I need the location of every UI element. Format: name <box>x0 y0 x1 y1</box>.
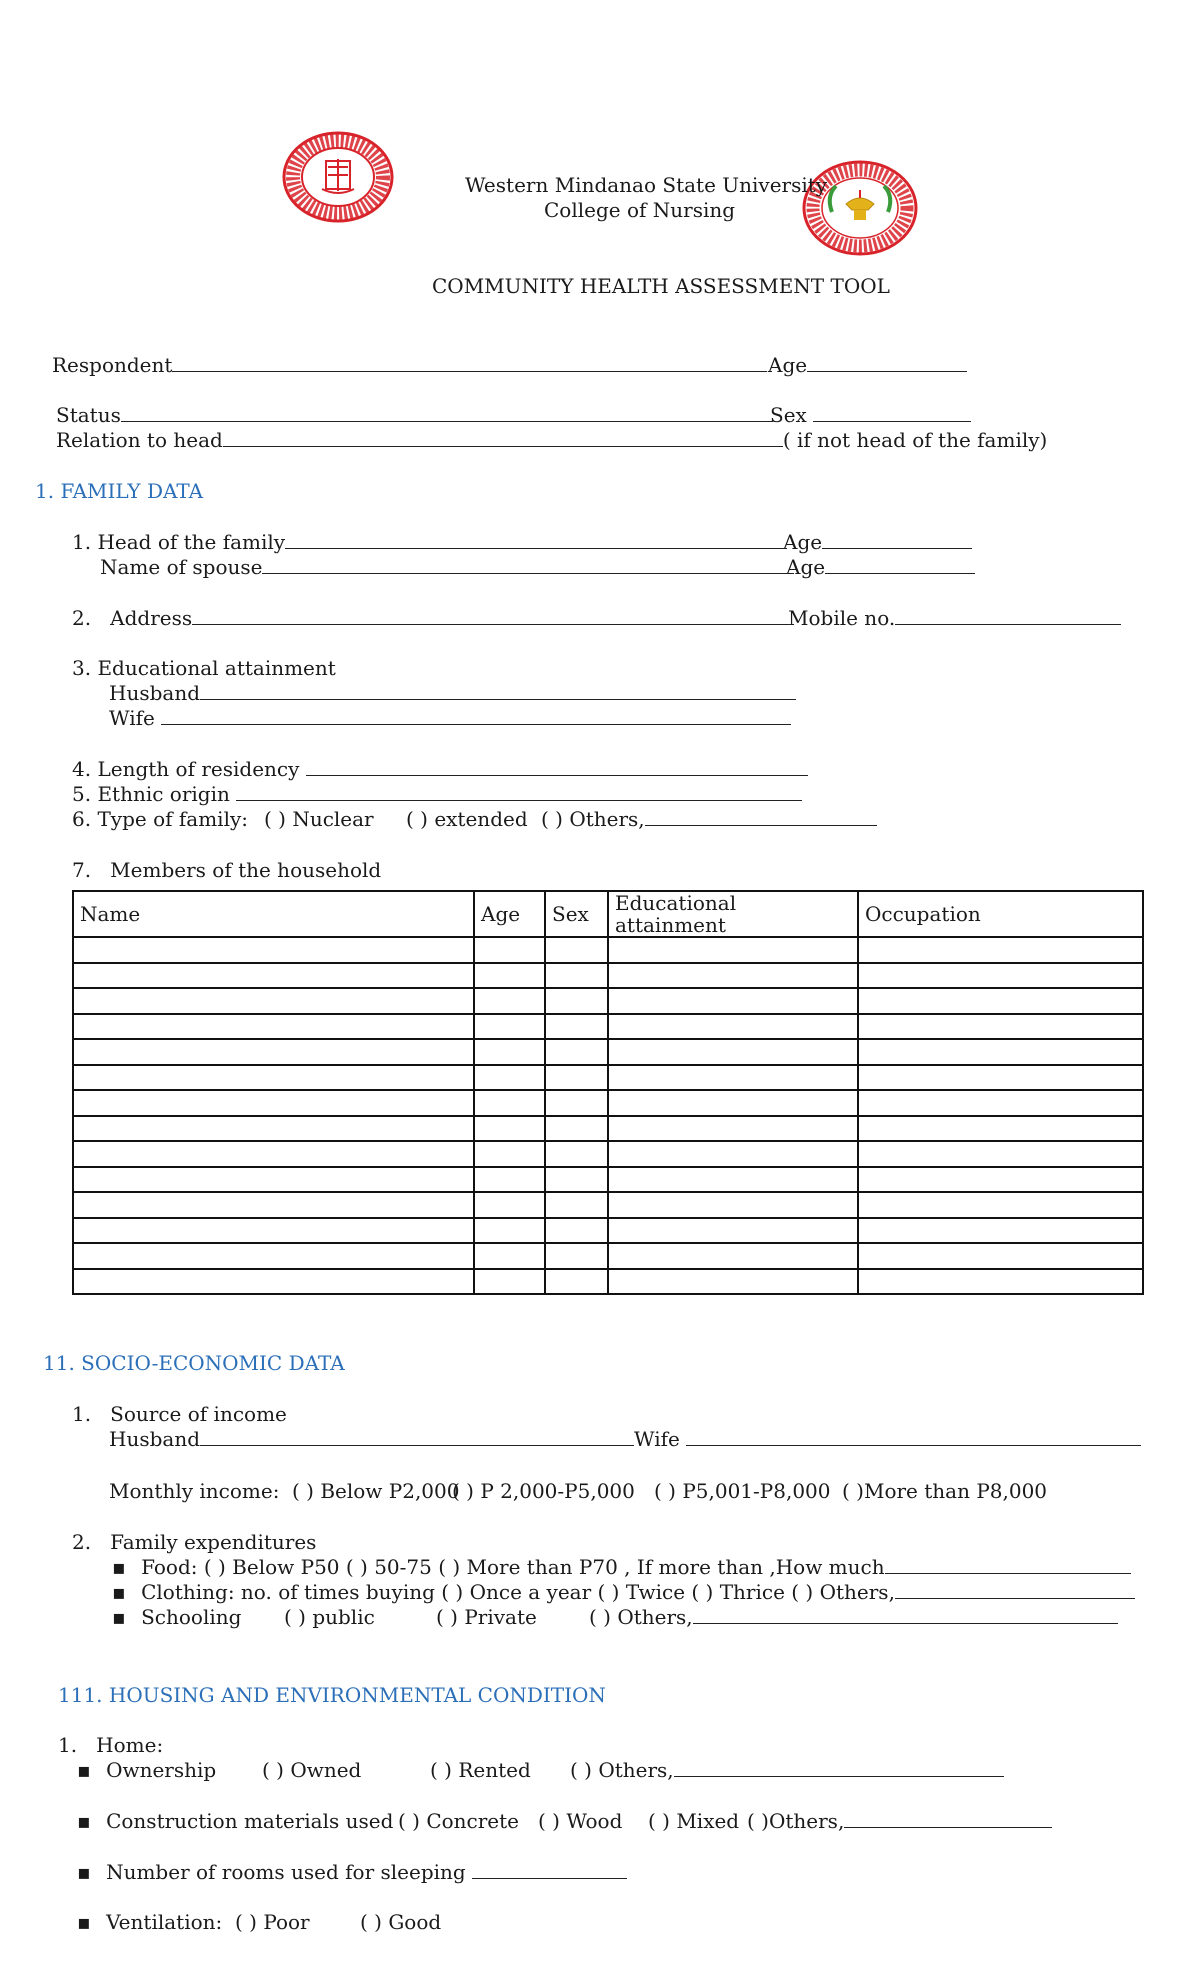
member-name-cell[interactable] <box>73 1065 474 1091</box>
member-occupation-cell[interactable] <box>858 1218 1143 1244</box>
age-label: Age <box>768 353 808 377</box>
schooling-private-option[interactable]: ( ) Private <box>436 1605 537 1629</box>
income-5001-8000-option[interactable]: ( ) P5,001-P8,000 <box>654 1479 831 1503</box>
member-sex-cell[interactable] <box>545 1218 608 1244</box>
member-sex-cell[interactable] <box>545 1065 608 1091</box>
member-education-cell[interactable] <box>608 937 858 963</box>
member-age-cell[interactable] <box>474 1065 545 1091</box>
status-field[interactable] <box>56 403 773 427</box>
residency-field[interactable]: 4. Length of residency <box>72 757 808 781</box>
col-education: Educational attainment <box>608 891 858 937</box>
type-of-family-row: 6. Type of family: <box>72 807 249 831</box>
member-age-cell[interactable] <box>474 1014 545 1040</box>
members-table <box>72 890 1144 1295</box>
member-sex-cell[interactable] <box>545 988 608 1014</box>
member-sex-cell[interactable] <box>545 1014 608 1040</box>
mobile-field[interactable] <box>788 606 1121 630</box>
member-education-cell[interactable] <box>608 1090 858 1116</box>
member-education-cell[interactable] <box>608 1014 858 1040</box>
member-age-cell[interactable] <box>474 937 545 963</box>
member-name-cell[interactable] <box>73 1218 474 1244</box>
member-occupation-cell[interactable] <box>858 1269 1143 1295</box>
bullet-icon: ▪ <box>77 1910 91 1934</box>
bullet-icon: ▪ <box>77 1809 91 1833</box>
member-occupation-cell[interactable] <box>858 1116 1143 1142</box>
member-occupation-cell[interactable] <box>858 1243 1143 1269</box>
col-sex: Sex <box>545 891 608 937</box>
rented-option[interactable]: ( ) Rented <box>430 1758 531 1782</box>
status-label: Status <box>56 403 121 427</box>
member-name-cell[interactable] <box>73 1039 474 1065</box>
members-header-row <box>73 891 1143 937</box>
sex-label: Sex <box>770 403 807 427</box>
concrete-option[interactable]: ( ) Concrete <box>398 1809 520 1833</box>
member-name-cell[interactable] <box>73 1014 474 1040</box>
member-age-cell[interactable] <box>474 1167 545 1193</box>
schooling-public-option[interactable]: ( ) public <box>284 1605 375 1629</box>
university-name: Western Mindanao State University <box>465 173 828 197</box>
source-of-income-label: 1. Source of income <box>72 1402 287 1426</box>
member-education-cell[interactable] <box>608 1218 858 1244</box>
address-field[interactable]: 2. Address <box>72 606 789 630</box>
respondent-field[interactable] <box>52 353 767 377</box>
income-below-2000-option[interactable]: ( ) Below P2,000 <box>292 1479 460 1503</box>
member-occupation-cell[interactable] <box>858 1141 1143 1167</box>
schooling-others-field[interactable]: ( ) Others, <box>589 1605 1118 1629</box>
member-name-cell[interactable] <box>73 1269 474 1295</box>
owned-option[interactable]: ( ) Owned <box>262 1758 362 1782</box>
wood-option[interactable]: ( ) Wood <box>538 1809 623 1833</box>
spouse-label: Name of spouse <box>100 555 263 579</box>
member-row <box>73 988 1143 1014</box>
member-education-cell[interactable] <box>608 1116 858 1142</box>
income-wife-field[interactable]: Wife <box>634 1427 1141 1451</box>
member-name-cell[interactable] <box>73 1090 474 1116</box>
socio-economic-heading: 11. SOCIO-ECONOMIC DATA <box>43 1351 345 1375</box>
members-label: 7. Members of the household <box>72 858 382 882</box>
educational-attainment-label: 3. Educational attainment <box>72 656 336 680</box>
member-education-cell[interactable] <box>608 963 858 989</box>
edu-wife-field[interactable]: Wife <box>109 706 791 730</box>
member-education-cell[interactable] <box>608 1141 858 1167</box>
col-name: Name <box>73 891 474 937</box>
member-occupation-cell[interactable] <box>858 1167 1143 1193</box>
nuclear-option[interactable]: ( ) Nuclear <box>264 807 374 831</box>
member-name-cell[interactable] <box>73 1243 474 1269</box>
member-education-cell[interactable] <box>608 1039 858 1065</box>
member-education-cell[interactable] <box>608 1167 858 1193</box>
member-age-cell[interactable] <box>474 1039 545 1065</box>
member-row <box>73 1269 1143 1295</box>
respondent-age-field[interactable] <box>768 353 967 377</box>
member-name-cell[interactable] <box>73 988 474 1014</box>
member-row <box>73 937 1143 963</box>
bullet-icon: ▪ <box>77 1860 91 1884</box>
college-name: College of Nursing <box>544 198 736 222</box>
member-sex-cell[interactable] <box>545 1167 608 1193</box>
family-expenditures-label: 2. Family expenditures <box>72 1530 317 1554</box>
member-education-cell[interactable] <box>608 1269 858 1295</box>
clothing-row[interactable]: ▪ Clothing: no. of times buying ( ) Once a year ( ) Twice ( ) Thrice ( ) Others, <box>112 1580 1135 1604</box>
member-row <box>73 963 1143 989</box>
member-sex-cell[interactable] <box>545 1192 608 1218</box>
relation-field[interactable] <box>56 428 1047 452</box>
member-education-cell[interactable] <box>608 988 858 1014</box>
member-row <box>73 1116 1143 1142</box>
home-label: 1. Home: <box>58 1733 164 1757</box>
member-row <box>73 1090 1143 1116</box>
ventilation-good-option[interactable]: ( ) Good <box>360 1910 442 1934</box>
member-occupation-cell[interactable] <box>858 1065 1143 1091</box>
member-age-cell[interactable] <box>474 963 545 989</box>
spouse-field[interactable] <box>100 555 794 579</box>
member-sex-cell[interactable] <box>545 1269 608 1295</box>
member-row <box>73 1065 1143 1091</box>
member-row <box>73 1218 1143 1244</box>
member-row <box>73 1014 1143 1040</box>
member-age-cell[interactable] <box>474 1090 545 1116</box>
member-age-cell[interactable] <box>474 1141 545 1167</box>
member-occupation-cell[interactable] <box>858 963 1143 989</box>
member-education-cell[interactable] <box>608 1192 858 1218</box>
address-label: Address <box>110 606 193 630</box>
monthly-income-label: Monthly income: <box>109 1479 280 1503</box>
member-age-cell[interactable] <box>474 1192 545 1218</box>
member-age-cell[interactable] <box>474 1269 545 1295</box>
member-name-cell[interactable] <box>73 937 474 963</box>
member-row <box>73 1039 1143 1065</box>
member-age-cell[interactable] <box>474 988 545 1014</box>
sex-field[interactable] <box>770 403 971 427</box>
member-education-cell[interactable] <box>608 1065 858 1091</box>
respondent-label: Respondent <box>52 353 173 377</box>
member-sex-cell[interactable] <box>545 963 608 989</box>
bullet-icon: ▪ <box>112 1605 126 1629</box>
mobile-label: Mobile no. <box>788 606 896 630</box>
wmsu-seal-logo <box>282 131 394 223</box>
bullet-icon: ▪ <box>112 1555 126 1579</box>
income-husband-field[interactable]: Husband <box>109 1427 634 1451</box>
member-sex-cell[interactable] <box>545 1141 608 1167</box>
construction-row: ▪ Construction materials used <box>77 1809 394 1833</box>
housing-heading: 111. HOUSING AND ENVIRONMENTAL CONDITION <box>58 1683 606 1707</box>
head-age-field[interactable]: Age <box>783 530 972 554</box>
member-row <box>73 1141 1143 1167</box>
member-sex-cell[interactable] <box>545 1116 608 1142</box>
food-row[interactable]: ▪ Food: ( ) Below P50 ( ) 50-75 ( ) More than P70 , If more than ,How much <box>112 1555 1131 1579</box>
income-more-8000-option[interactable]: ( )More than P8,000 <box>842 1479 1048 1503</box>
member-name-cell[interactable] <box>73 1116 474 1142</box>
member-row <box>73 1192 1143 1218</box>
member-age-cell[interactable] <box>474 1116 545 1142</box>
family-data-heading: 1. FAMILY DATA <box>35 479 204 503</box>
member-age-cell[interactable] <box>474 1218 545 1244</box>
relation-label: Relation to head <box>56 428 223 452</box>
col-age: Age <box>474 891 545 937</box>
head-label: Head of the family <box>97 530 286 554</box>
construction-others-field[interactable]: ( )Others, <box>747 1809 1052 1833</box>
member-occupation-cell[interactable] <box>858 988 1143 1014</box>
spouse-age-field[interactable]: Age <box>786 555 975 579</box>
member-name-cell[interactable] <box>73 1167 474 1193</box>
ventilation-row: ▪ Ventilation: <box>77 1910 223 1934</box>
member-sex-cell[interactable] <box>545 1243 608 1269</box>
member-row <box>73 1167 1143 1193</box>
ethnic-origin-field[interactable]: 5. Ethnic origin <box>72 782 802 806</box>
member-occupation-cell[interactable] <box>858 937 1143 963</box>
member-occupation-cell[interactable] <box>858 1039 1143 1065</box>
member-occupation-cell[interactable] <box>858 1090 1143 1116</box>
member-name-cell[interactable] <box>73 963 474 989</box>
member-sex-cell[interactable] <box>545 1090 608 1116</box>
member-sex-cell[interactable] <box>545 937 608 963</box>
member-row <box>73 1243 1143 1269</box>
income-2000-5000-option[interactable]: ( ) P 2,000-P5,000 <box>452 1479 635 1503</box>
ventilation-poor-option[interactable]: ( ) Poor <box>235 1910 310 1934</box>
member-education-cell[interactable] <box>608 1243 858 1269</box>
form-title: COMMUNITY HEALTH ASSESSMENT TOOL <box>432 274 890 298</box>
bullet-icon: ▪ <box>112 1580 126 1604</box>
member-occupation-cell[interactable] <box>858 1014 1143 1040</box>
member-occupation-cell[interactable] <box>858 1192 1143 1218</box>
ownership-others-field[interactable]: ( ) Others, <box>570 1758 1004 1782</box>
relation-note: ( if not head of the family) <box>782 428 1048 452</box>
head-of-family-field[interactable]: 1. Head of the family <box>72 530 785 554</box>
edu-husband-field[interactable]: Husband <box>109 681 796 705</box>
member-sex-cell[interactable] <box>545 1039 608 1065</box>
extended-option[interactable]: ( ) extended <box>406 807 528 831</box>
rooms-field[interactable]: ▪ Number of rooms used for sleeping <box>77 1860 627 1884</box>
bullet-icon: ▪ <box>77 1758 91 1782</box>
member-name-cell[interactable] <box>73 1192 474 1218</box>
col-occupation: Occupation <box>858 891 1143 937</box>
family-others-field[interactable]: ( ) Others, <box>541 807 877 831</box>
mixed-option[interactable]: ( ) Mixed <box>648 1809 740 1833</box>
ownership-row: ▪ Ownership <box>77 1758 217 1782</box>
member-name-cell[interactable] <box>73 1141 474 1167</box>
schooling-row: ▪ Schooling <box>112 1605 242 1629</box>
member-age-cell[interactable] <box>474 1243 545 1269</box>
